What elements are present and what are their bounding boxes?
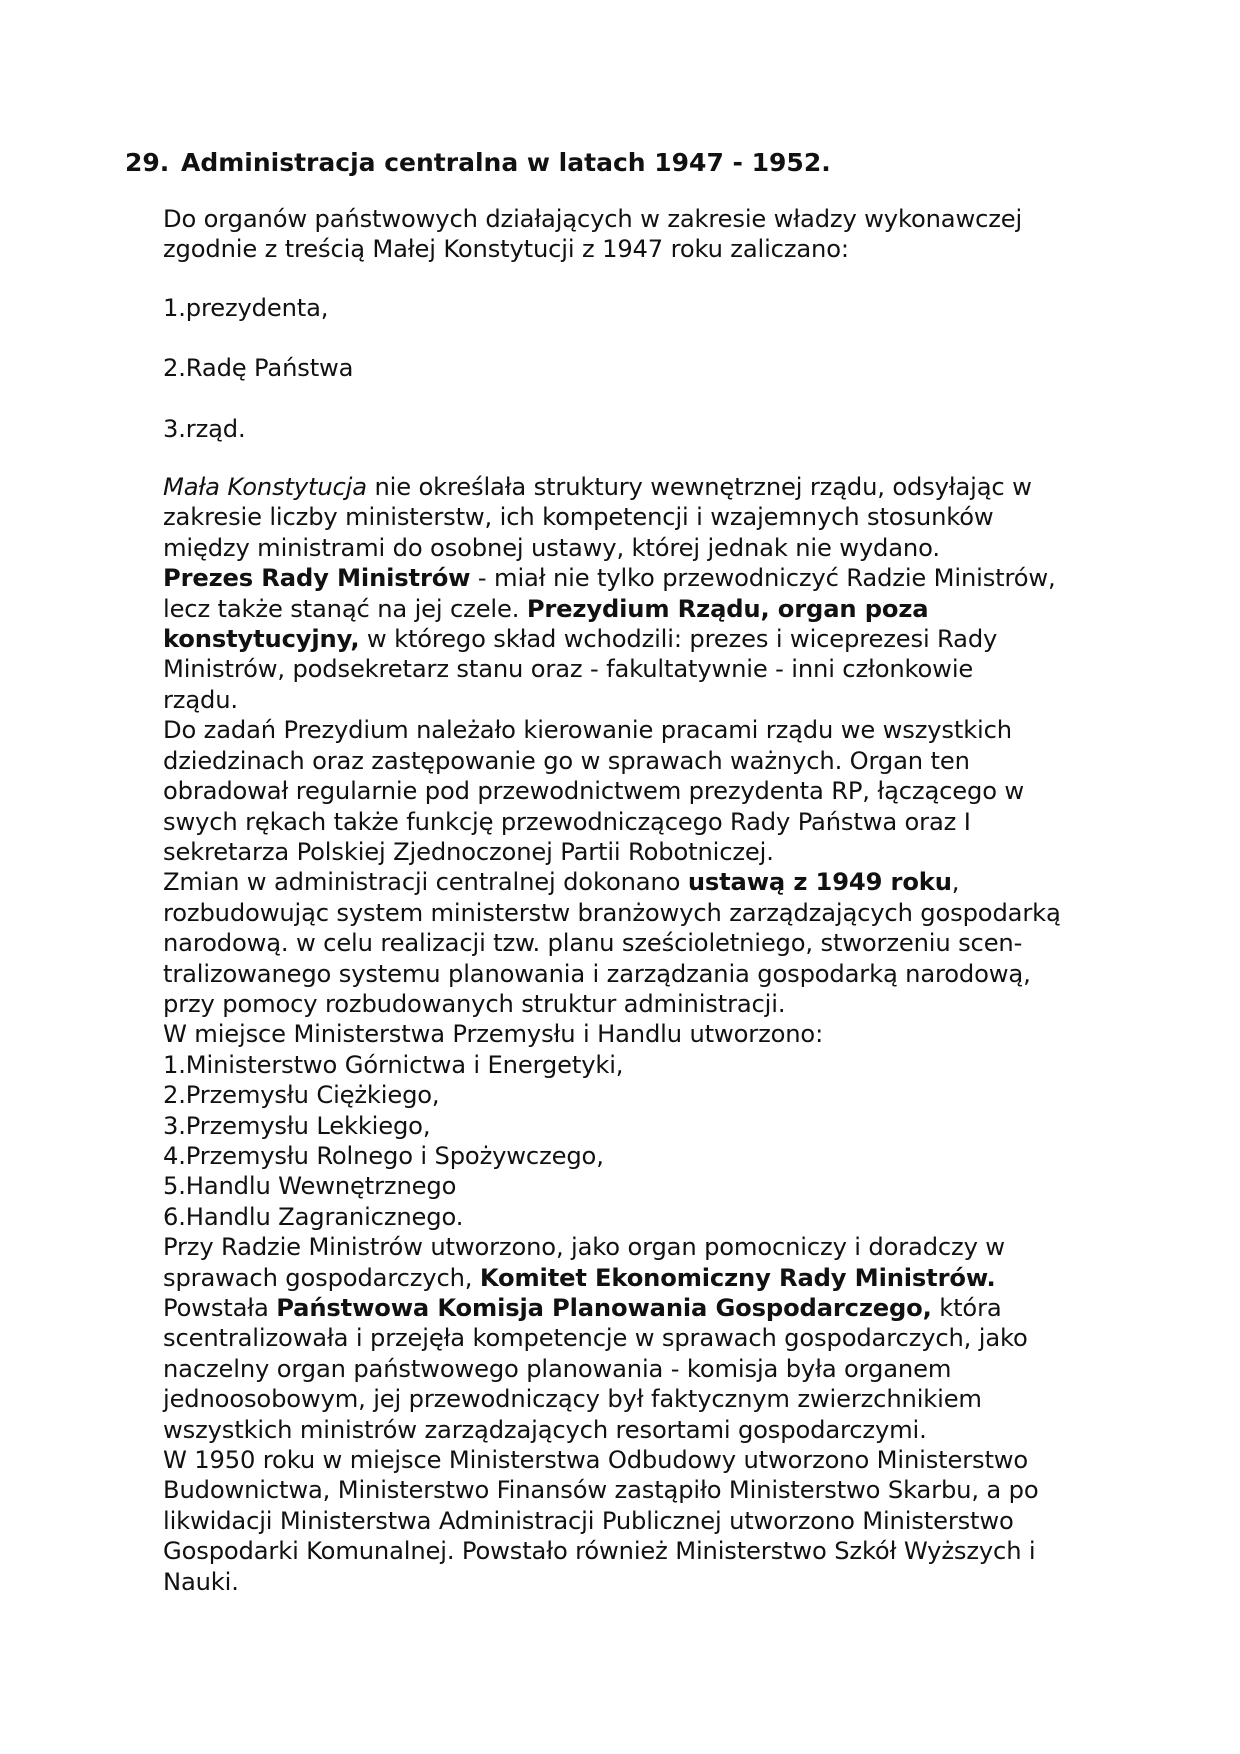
text-line [163,1263,1103,1293]
text-line [163,1293,1103,1323]
text-line: Budownictwa, Ministerstwo Finansów zastąpiło Ministerstwo Skarbu, a po [163,1476,1039,1505]
list-item: 6.Handlu Zagranicznego. [163,1202,464,1231]
paragraph-ministerstwa-list [163,1019,1103,1232]
paragraph-1950 [163,1445,1103,1597]
text-line [163,624,1103,654]
organ-item-1: 1.prezydenta, [163,293,329,322]
text-span: Powstała [163,1294,277,1322]
text-line [163,594,1103,624]
text-line: jednoosobowym, jej przewodniczący był faktycznym zwierzchnikiem [163,1385,982,1414]
paragraph-prezes [163,563,1103,715]
text-line: Nauki. [163,1567,239,1596]
list-item: 2.Przemysłu Ciężkiego, [163,1081,440,1110]
text-line: Do organów państwowych działających w zakresie władzy wykonawczej [163,205,1023,233]
text-line [163,867,1103,897]
list-item: 4.Przemysłu Rolnego i Spożywczego, [163,1141,604,1170]
bold-term: Państwowa Komisja Planowania Gospodarczego, [276,1294,932,1322]
paragraph-prezydium [163,715,1103,867]
text-line: zgodnie z treścią Małej Konstytucji z 1947 roku zaliczano: [163,235,849,264]
paragraph-komitet [163,1232,1103,1293]
text-line: likwidacji Ministerstwa Administracji Publicznej utworzono Ministerstwo [163,1506,1014,1535]
text-span: nie określała struktury wewnętrznej rządu, odsyłając w [366,473,1032,502]
text-line: W miejsce Ministerstwa Przemysłu i Handlu utworzono: [163,1020,824,1049]
document-body [163,204,1103,1597]
text-span: sprawach gospodarczych, [163,1263,480,1292]
list-item: 5.Handlu Wewnętrznego [163,1172,457,1201]
list-item: 3.Przemysłu Lekkiego, [163,1111,431,1140]
text-span: w którego skład wchodzili: prezes i wiceprezesi Rady [359,625,998,654]
intro-paragraph [163,204,1103,265]
text-line: scentralizowała i przejęła kompetencje w sprawach gospodarczych, jako [163,1324,1028,1353]
section-title: Administracja centralna w latach 1947 - 1952. [181,148,831,177]
list-item: 1.Ministerstwo Górnictwa i Energetyki, [163,1050,624,1079]
text-line: rozbudowując system ministerstw branżowych zarządzających gospodarką [163,898,1061,927]
text-line: Przy Radzie Ministrów utworzono, jako organ pomocniczy i doradczy w [163,1233,1005,1262]
text-line: narodową. w celu realizacji tzw. planu sześcioletniego, stworzeniu scen- [163,929,1023,958]
text-span: która [931,1294,1002,1322]
bold-term: Komitet Ekonomiczny Rady Ministrów. [479,1263,996,1292]
text-line: swych rękach także funkcję przewodniczącego Rady Państwa oraz I [163,807,971,836]
section-heading [125,146,831,180]
text-line: Ministrów, podsekretarz stanu oraz - fakultatywnie - inni członkowie [163,655,974,684]
text-line [163,472,1103,502]
text-line: przy pomocy rozbudowanych struktur administracji. [163,989,786,1018]
italic-term: Mała Konstytucja [163,473,367,502]
text-span: , [951,868,960,897]
text-line: wszystkich ministrów zarządzających resortami gospodarczymi. [163,1415,927,1444]
text-line: dziedzinach oraz zastępowanie go w sprawach ważnych. Organ ten [163,746,970,775]
text-line: obradował regularnie pod przewodnictwem prezydenta RP, łączącego w [163,777,1025,806]
text-line: sekretarza Polskiej Zjednoczonej Partii Robotniczej. [163,837,774,866]
text-line [163,563,1103,593]
text-line: tralizowanego systemu planowania i zarządzania gospodarką narodową, [163,959,1031,988]
text-line: zakresie liczby ministerstw, ich kompetencji i wzajemnych stosunków [163,503,994,532]
paragraph-komisja [163,1293,1103,1445]
text-span: lecz także stanąć na jej czele. [163,594,527,623]
text-line: W 1950 roku w miejsce Ministerstwa Odbudowy utworzono Ministerstwo [163,1446,1029,1475]
bold-term: Prezydium Rządu, organ poza [526,594,929,623]
organ-item-2: 2.Radę Państwa [163,354,354,383]
text-span: - miał nie tylko przewodniczyć Radzie Ministrów, [470,564,1056,593]
bold-term: Prezes Rady Ministrów [163,564,471,593]
paragraph-mala-konstytucja [163,472,1103,563]
text-line: między ministrami do osobnej ustawy, której jednak nie wydano. [163,533,940,562]
text-line: rządu. [163,685,238,714]
bold-term: ustawą z 1949 roku [687,868,952,897]
paragraph-ustawa-1949 [163,867,1103,1019]
text-line: Do zadań Prezydium należało kierowanie pracami rządu we wszystkich [163,716,1012,745]
section-number: 29. [125,148,170,177]
text-span: Zmian w administracji centralnej dokonano [163,868,688,897]
text-line: Gospodarki Komunalnej. Powstało również Ministerstwo Szkół Wyższych i [163,1537,1036,1566]
text-line: naczelny organ państwowego planowania - komisja była organem [163,1354,952,1383]
organ-item-3: 3.rząd. [163,414,246,443]
bold-term: konstytucyjny, [163,625,360,654]
